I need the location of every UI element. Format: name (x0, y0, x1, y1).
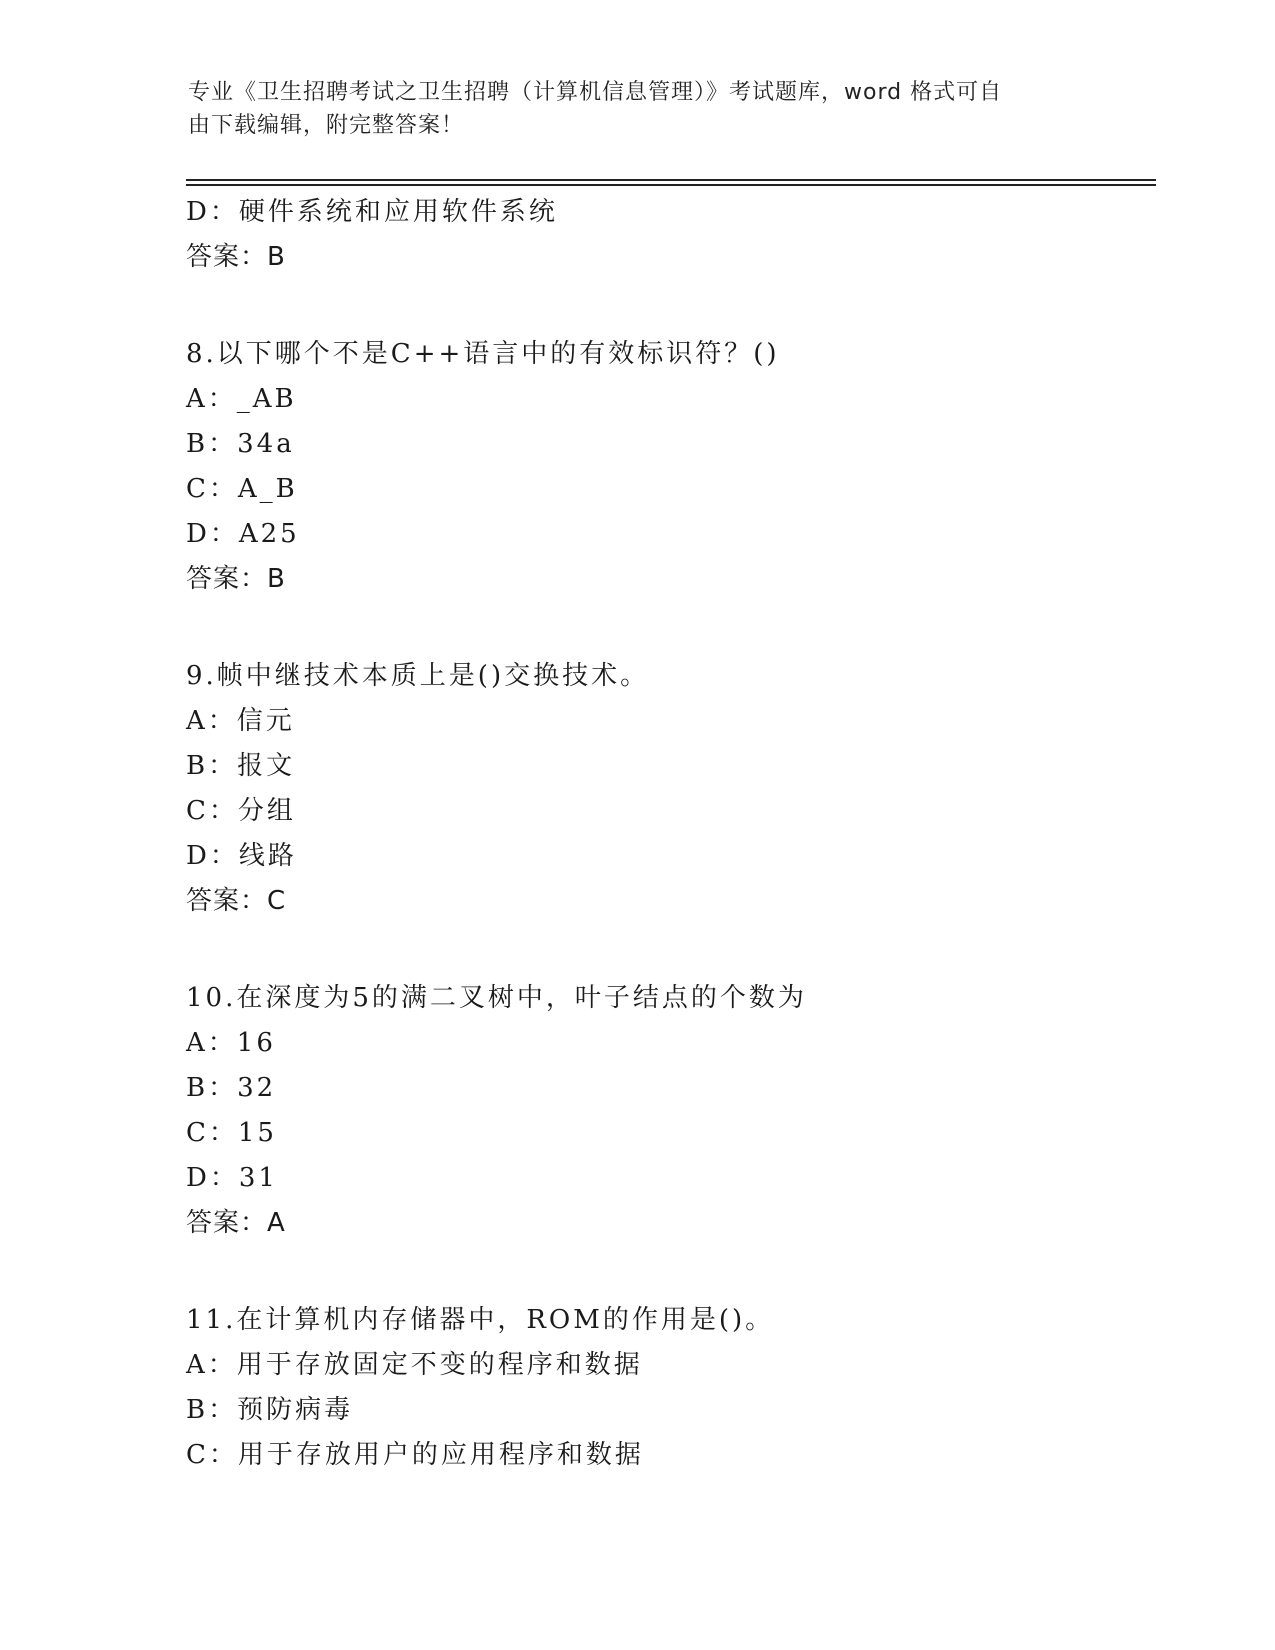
option-d: D：31 (186, 1163, 278, 1193)
option-a: A：_AB (186, 384, 297, 414)
question-block-9 (186, 654, 1146, 924)
spacer (186, 280, 1146, 332)
option-d: D：硬件系统和应用软件系统 (186, 197, 558, 227)
header-line-1: 专业《卫生招聘考试之卫生招聘（计算机信息管理）》考试题库，word 格式可自 (188, 80, 1003, 105)
header-line-2: 由下载编辑，附完整答案！ (188, 113, 465, 138)
option-b: B：预防病毒 (186, 1395, 354, 1425)
option-a: A：16 (186, 1028, 276, 1058)
option-b: B：报文 (186, 751, 296, 781)
question-block-11 (186, 1298, 1146, 1478)
option-b: B：32 (186, 1073, 277, 1103)
question-text: 8.以下哪个不是C++语言中的有效标识符？() (186, 339, 780, 369)
option-d: D：A25 (186, 519, 300, 549)
option-b: B：34a (186, 429, 295, 459)
header-divider-top (186, 179, 1156, 181)
option-a: A：信元 (186, 706, 295, 736)
option-c: C：分组 (186, 796, 296, 826)
question-text: 10.在深度为5的满二叉树中，叶子结点的个数为 (186, 983, 807, 1013)
option-c: C：15 (186, 1118, 277, 1148)
spacer (186, 602, 1146, 654)
option-d: D：线路 (186, 841, 297, 871)
document-header (188, 76, 1088, 142)
question-text: 9.帧中继技术本质上是()交换技术。 (186, 661, 650, 691)
question-list (186, 190, 1146, 1478)
question-block-8 (186, 332, 1146, 602)
spacer (186, 924, 1146, 976)
answer-line: 答案：B (186, 564, 286, 594)
answer-line: 答案：C (186, 886, 287, 916)
answer-line: 答案：A (186, 1208, 286, 1238)
option-c: C：A_B (186, 474, 298, 504)
option-a: A：用于存放固定不变的程序和数据 (186, 1350, 643, 1380)
option-c: C：用于存放用户的应用程序和数据 (186, 1440, 644, 1470)
question-block-10 (186, 976, 1146, 1246)
header-divider-bottom (186, 184, 1156, 186)
answer-line: 答案：B (186, 242, 286, 272)
question-text: 11.在计算机内存储器中，ROM的作用是()。 (186, 1305, 775, 1335)
spacer (186, 1246, 1146, 1298)
